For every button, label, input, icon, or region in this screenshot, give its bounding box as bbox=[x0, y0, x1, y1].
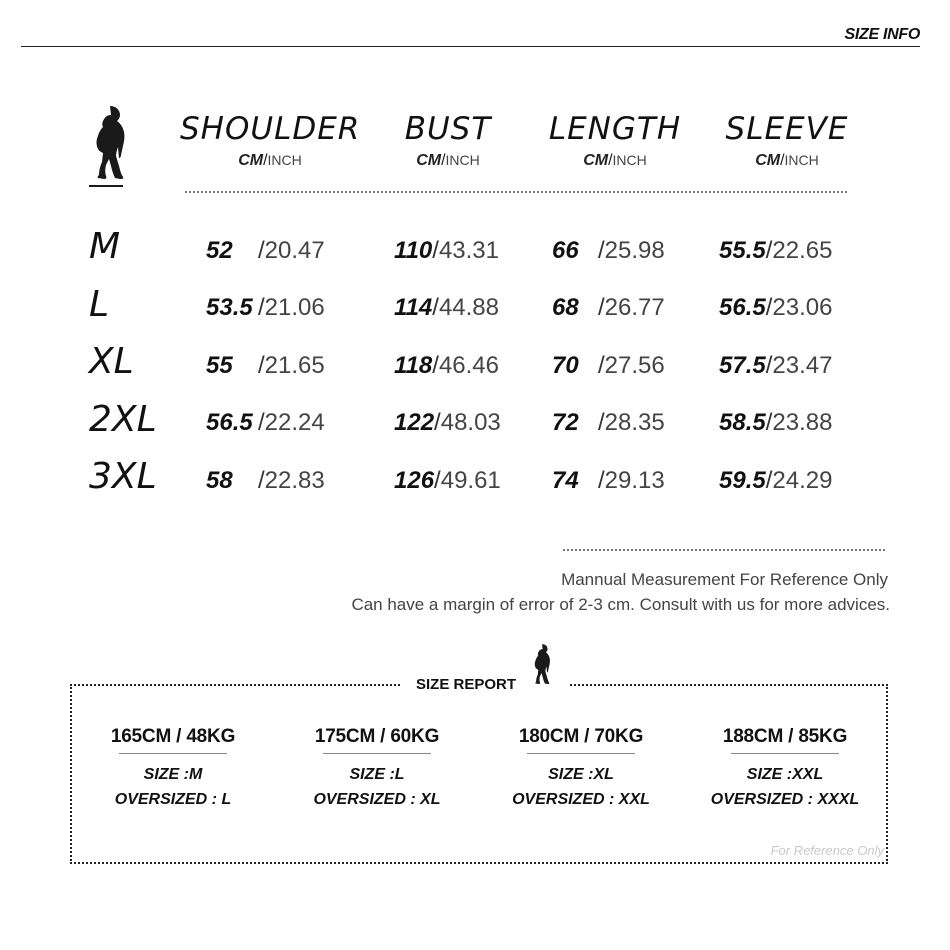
unit-cm: CM bbox=[583, 152, 609, 169]
cell-bust: 122/48.03 bbox=[394, 409, 501, 436]
reference-footnote: For Reference Only bbox=[770, 843, 884, 858]
size-report-item bbox=[292, 726, 462, 809]
notes-dotted-divider bbox=[563, 549, 885, 551]
column-name: BUST bbox=[404, 111, 492, 147]
cell-inch: 24.29 bbox=[772, 467, 833, 494]
cell-shoulder: 53.5 /21.06 bbox=[206, 294, 325, 321]
ape-figure-small-icon bbox=[529, 642, 553, 690]
recommended-size: SIZE :M bbox=[143, 766, 203, 783]
unit-cm: CM bbox=[755, 152, 781, 169]
cell-cm: 70 bbox=[552, 352, 579, 379]
cell-bust: 114/44.88 bbox=[394, 294, 499, 321]
cell-shoulder: 55 /21.65 bbox=[206, 352, 325, 379]
cell-sleeve: 56.5/23.06 bbox=[719, 294, 833, 321]
cell-inch: 21.06 bbox=[264, 294, 325, 321]
cell-sleeve: 58.5/23.88 bbox=[719, 409, 833, 436]
cell-cm: 56.5 bbox=[719, 294, 766, 321]
cell-cm: 52 bbox=[206, 237, 233, 264]
unit-inch: INCH bbox=[612, 152, 647, 168]
cell-length: 72 /28.35 bbox=[552, 409, 665, 436]
cell-cm: 58 bbox=[206, 467, 233, 494]
cell-inch: 27.56 bbox=[604, 352, 665, 379]
cell-cm: 57.5 bbox=[719, 352, 766, 379]
size-report-title: SIZE REPORT bbox=[416, 676, 517, 693]
cell-sleeve: 59.5/24.29 bbox=[719, 467, 833, 494]
cell-length: 70 /27.56 bbox=[552, 352, 665, 379]
row-label-m: M bbox=[89, 226, 121, 267]
cell-cm: 114 bbox=[394, 294, 433, 321]
cell-inch: 23.47 bbox=[772, 352, 833, 379]
row-label-xl: XL bbox=[89, 341, 134, 382]
column-unit bbox=[697, 152, 877, 170]
cell-inch: 23.88 bbox=[772, 409, 833, 436]
row-label-3xl: 3XL bbox=[89, 456, 157, 497]
cell-inch: 21.65 bbox=[264, 352, 325, 379]
unit-sep: / bbox=[608, 152, 613, 169]
column-header-length bbox=[525, 112, 705, 170]
unit-sep: / bbox=[263, 152, 268, 169]
column-unit bbox=[180, 152, 360, 170]
height-weight: 180CM / 70KG bbox=[518, 726, 644, 747]
cell-length: 66 /25.98 bbox=[552, 237, 665, 264]
recommended-size: SIZE :XL bbox=[548, 766, 614, 783]
underline bbox=[731, 753, 839, 754]
cell-sleeve: 57.5/23.47 bbox=[719, 352, 833, 379]
cell-cm: 118 bbox=[394, 352, 433, 379]
cell-cm: 110 bbox=[394, 237, 433, 264]
height-weight: 188CM / 85KG bbox=[722, 726, 848, 747]
cell-inch: 28.35 bbox=[604, 409, 665, 436]
margin-note: Can have a margin of error of 2-3 cm. Consult with us for more advices. bbox=[351, 595, 890, 614]
cell-inch: 49.61 bbox=[440, 467, 501, 494]
cell-bust: 110/43.31 bbox=[394, 237, 499, 264]
cell-inch: 46.46 bbox=[438, 352, 499, 379]
unit-cm: CM bbox=[238, 152, 264, 169]
cell-inch: 44.88 bbox=[438, 294, 499, 321]
cell-cm: 55.5 bbox=[719, 237, 766, 264]
cell-inch: 43.31 bbox=[438, 237, 499, 264]
unit-inch: INCH bbox=[445, 152, 480, 168]
size-report-item bbox=[88, 726, 258, 809]
column-name: LENGTH bbox=[548, 111, 682, 147]
unit-sep: / bbox=[780, 152, 785, 169]
oversized-size: OVERSIZED : XXL bbox=[512, 791, 650, 808]
oversized-size: OVERSIZED : XXXL bbox=[710, 791, 860, 808]
underline bbox=[527, 753, 635, 754]
cell-inch: 48.03 bbox=[440, 409, 501, 436]
cell-inch: 22.24 bbox=[264, 409, 325, 436]
size-report-item bbox=[700, 726, 870, 809]
cell-length: 74 /29.13 bbox=[552, 467, 665, 494]
cell-cm: 59.5 bbox=[719, 467, 766, 494]
column-unit bbox=[525, 152, 705, 170]
cell-shoulder: 56.5 /22.24 bbox=[206, 409, 325, 436]
cell-inch: 23.06 bbox=[772, 294, 833, 321]
size-info-title: SIZE INFO bbox=[844, 26, 920, 43]
underline bbox=[119, 753, 227, 754]
height-weight: 165CM / 48KG bbox=[110, 726, 236, 747]
cell-cm: 126 bbox=[394, 467, 435, 494]
unit-sep: / bbox=[441, 152, 446, 169]
cell-cm: 53.5 bbox=[206, 294, 253, 321]
row-label-2xl: 2XL bbox=[89, 399, 157, 440]
cell-cm: 58.5 bbox=[719, 409, 766, 436]
cell-cm: 74 bbox=[552, 467, 579, 494]
recommended-size: SIZE :XXL bbox=[746, 766, 824, 783]
cell-cm: 122 bbox=[394, 409, 435, 436]
unit-cm: CM bbox=[416, 152, 442, 169]
column-name: SHOULDER bbox=[180, 111, 361, 147]
cell-length: 68 /26.77 bbox=[552, 294, 665, 321]
cell-inch: 29.13 bbox=[604, 467, 665, 494]
unit-inch: INCH bbox=[784, 152, 819, 168]
cell-inch: 22.83 bbox=[264, 467, 325, 494]
oversized-size: OVERSIZED : L bbox=[114, 791, 232, 808]
column-header-bust bbox=[358, 112, 538, 170]
cell-cm: 55 bbox=[206, 352, 233, 379]
ape-figure-icon bbox=[86, 104, 130, 188]
unit-inch: INCH bbox=[267, 152, 302, 168]
cell-inch: 25.98 bbox=[604, 237, 665, 264]
header-dotted-divider bbox=[185, 191, 847, 193]
cell-cm: 68 bbox=[552, 294, 579, 321]
size-report-item bbox=[496, 726, 666, 809]
cell-shoulder: 58 /22.83 bbox=[206, 467, 325, 494]
cell-sleeve: 55.5/22.65 bbox=[719, 237, 833, 264]
underline bbox=[323, 753, 431, 754]
cell-cm: 56.5 bbox=[206, 409, 253, 436]
cell-bust: 126/49.61 bbox=[394, 467, 501, 494]
cell-cm: 72 bbox=[552, 409, 579, 436]
height-weight: 175CM / 60KG bbox=[314, 726, 440, 747]
cell-bust: 118/46.46 bbox=[394, 352, 499, 379]
column-name: SLEEVE bbox=[725, 111, 849, 147]
cell-shoulder: 52 /20.47 bbox=[206, 237, 325, 264]
header-divider bbox=[21, 46, 920, 47]
oversized-size: OVERSIZED : XL bbox=[313, 791, 441, 808]
cell-inch: 22.65 bbox=[772, 237, 833, 264]
row-label-l: L bbox=[89, 284, 110, 325]
measurement-note: Mannual Measurement For Reference Only bbox=[561, 570, 888, 589]
cell-inch: 20.47 bbox=[264, 237, 325, 264]
cell-cm: 66 bbox=[552, 237, 579, 264]
recommended-size: SIZE :L bbox=[349, 766, 405, 783]
cell-inch: 26.77 bbox=[604, 294, 665, 321]
column-unit bbox=[358, 152, 538, 170]
column-header-sleeve bbox=[697, 112, 877, 170]
column-header-shoulder bbox=[180, 112, 360, 170]
